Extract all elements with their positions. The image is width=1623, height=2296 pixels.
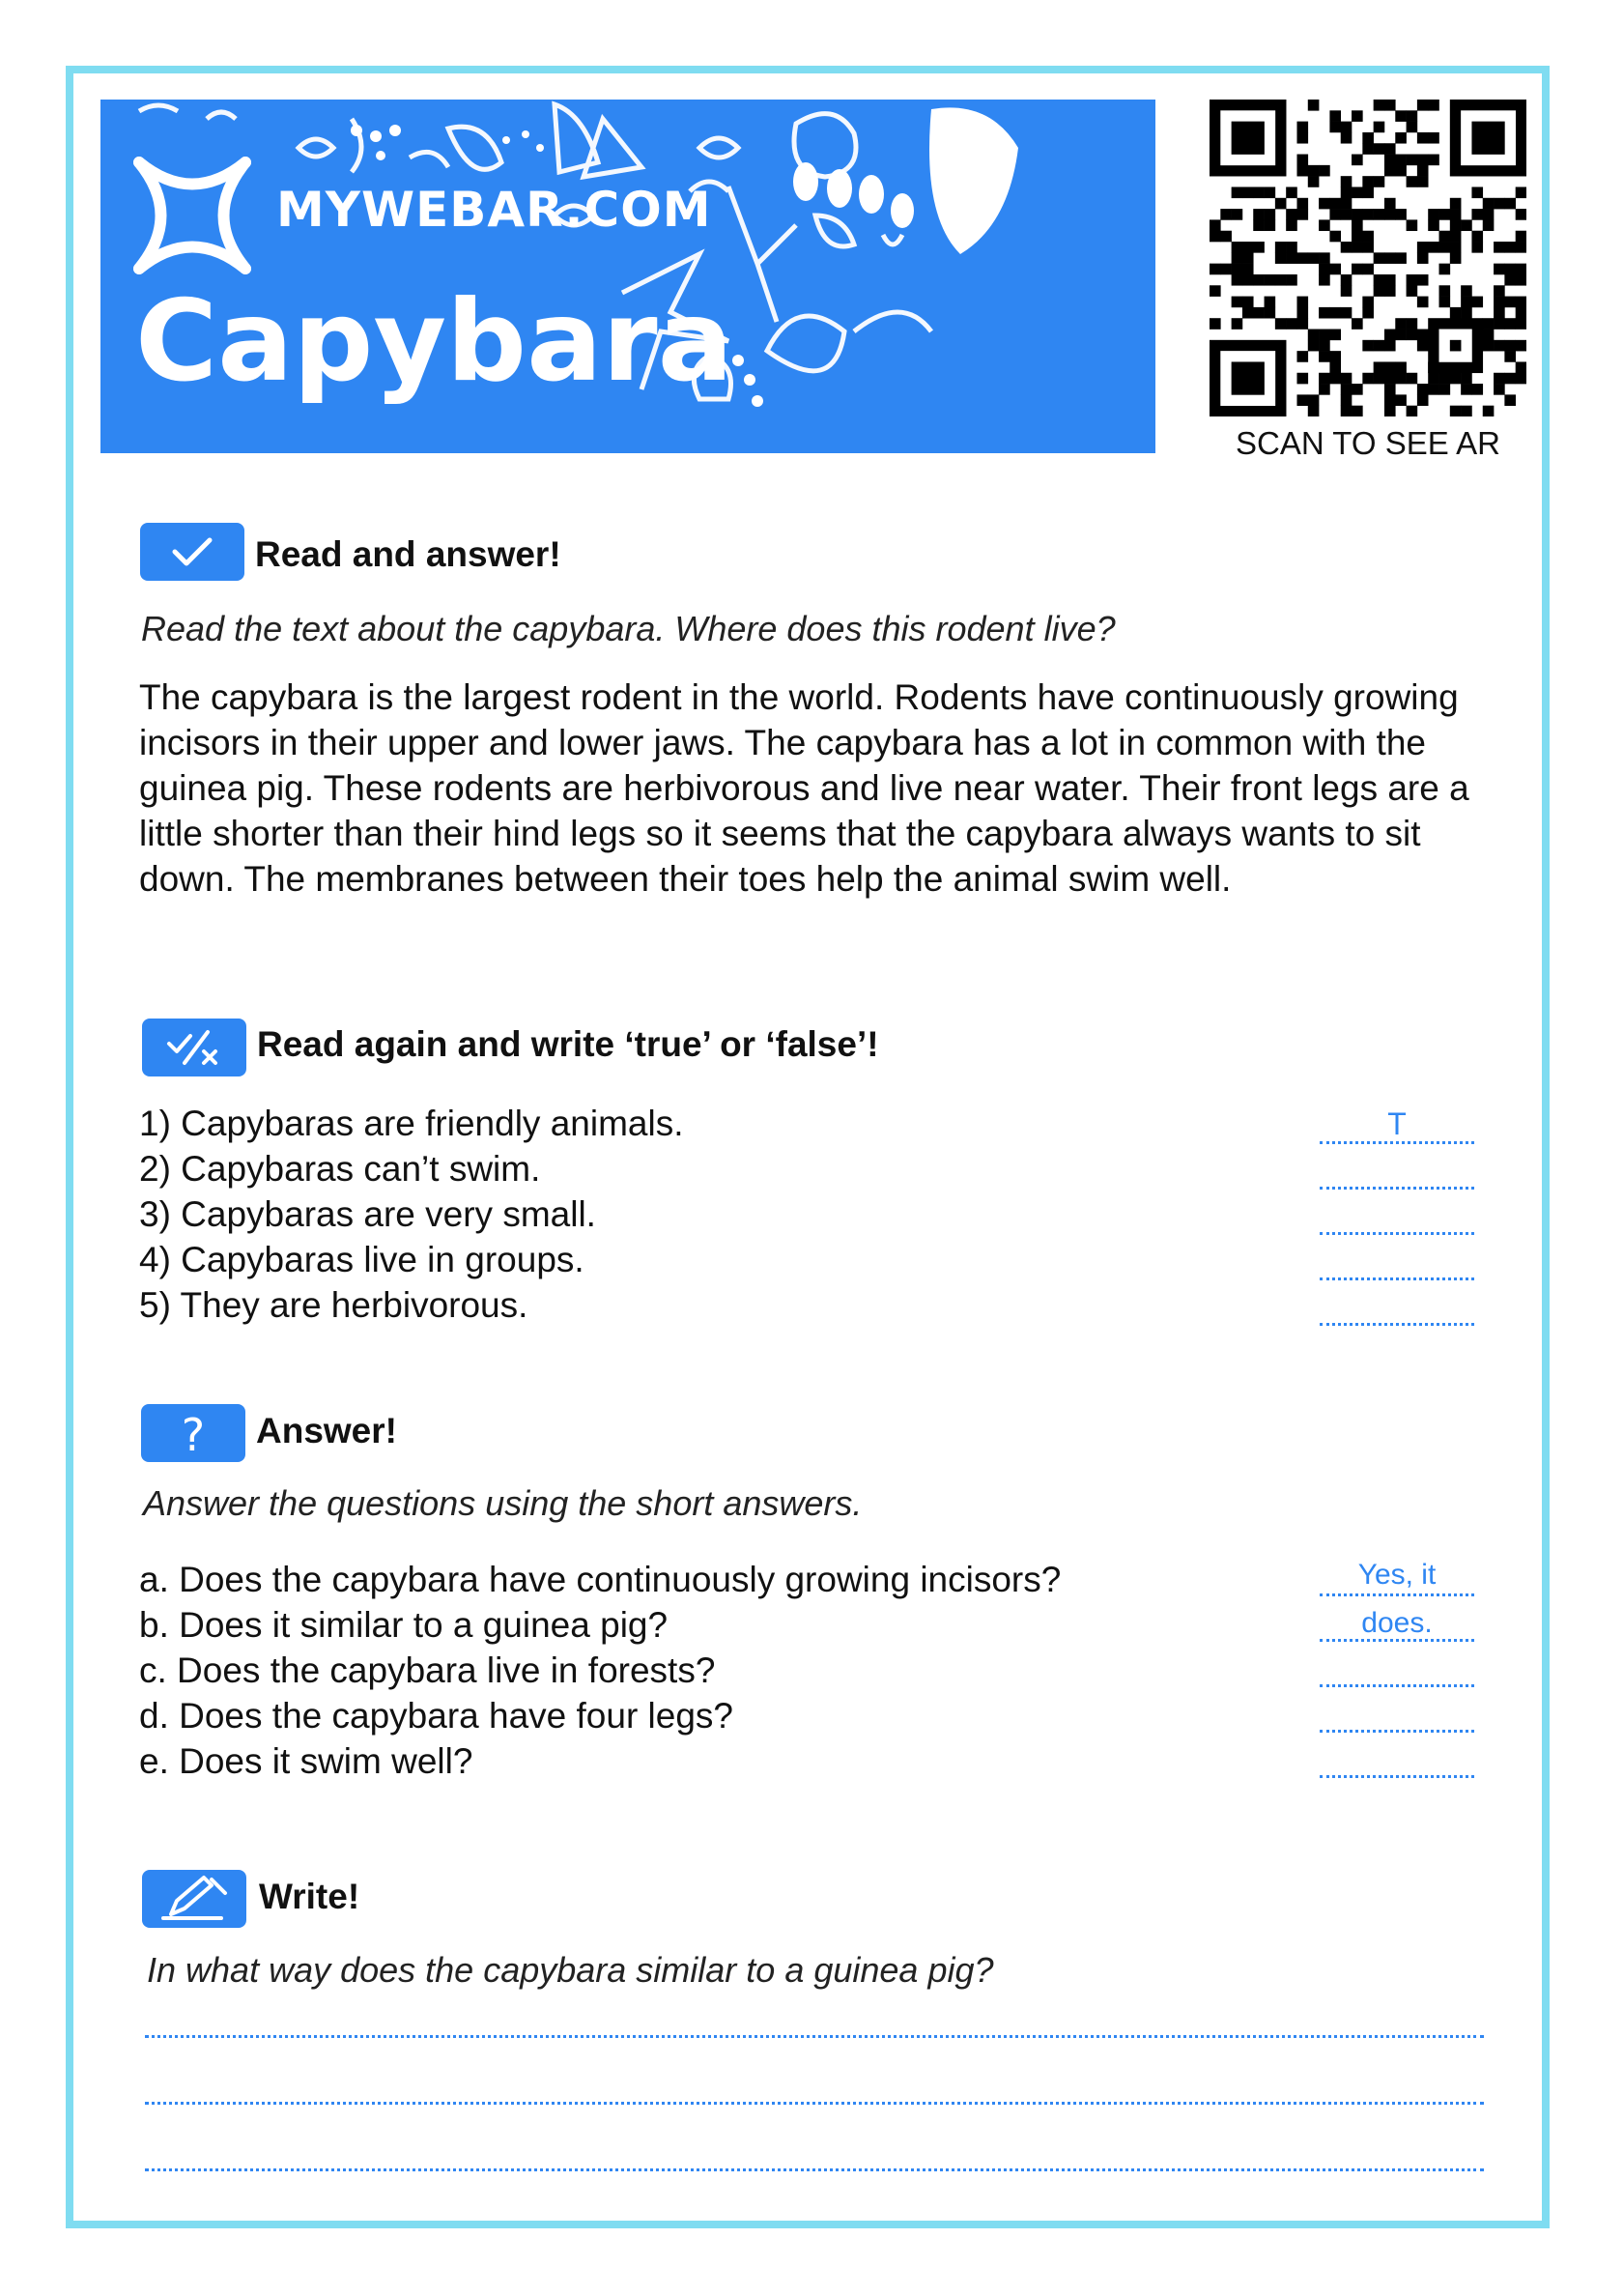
writing-line[interactable]: [145, 2168, 1484, 2171]
list-item: b. Does it similar to a guinea pig?: [139, 1605, 669, 1645]
list-item: 5) They are herbivorous.: [139, 1285, 528, 1325]
answer-blank[interactable]: [1320, 1733, 1474, 1778]
site-name: MYWEBAR.COM: [276, 182, 712, 238]
true-false-list: [139, 1101, 1347, 1328]
writing-line[interactable]: [145, 2102, 1484, 2105]
section-heading-read: Read and answer!: [255, 534, 561, 574]
question-mark-icon: [141, 1404, 245, 1462]
svg-text:?: ?: [181, 1409, 206, 1461]
check-cross-icon: [142, 1019, 246, 1076]
answer-blank[interactable]: [1320, 1280, 1474, 1326]
answer-blank[interactable]: [1320, 1190, 1474, 1235]
page-title: Capybara: [135, 276, 733, 407]
reading-text: The capybara is the largest rodent in the world. Rodents have continuously growing incisors in their upper and lower jaws. The capybara has a lot in common with the guinea pig. These rodents are herbivorous and live near water. Their front legs are a little shorter than their hind legs so it seems that the capybara always wants to sit down. The membranes between their toes help the animal swim well.: [139, 677, 1469, 899]
answer-blank[interactable]: [1320, 1235, 1474, 1280]
pen-writing-icon: [142, 1870, 246, 1928]
list-item: d. Does the capybara have four legs?: [139, 1696, 733, 1736]
answer-blank[interactable]: [1320, 1642, 1474, 1687]
checkmark-icon: [140, 523, 244, 581]
list-item: 1) Capybaras are friendly animals.: [139, 1104, 684, 1143]
answer-blank[interactable]: T: [1320, 1099, 1474, 1144]
write-instruction: In what way does the capybara similar to a guinea pig?: [147, 1950, 994, 1990]
header-banner: [100, 100, 1155, 453]
answer-blank[interactable]: Yes, it does.: [1320, 1551, 1474, 1596]
section-heading-true-false: Read again and write ‘true’ or ‘false’!: [257, 1024, 879, 1064]
question-list: [139, 1557, 1347, 1784]
list-item: 4) Capybaras live in groups.: [139, 1240, 584, 1279]
section-heading-answer: Answer!: [256, 1411, 397, 1450]
list-item: a. Does the capybara have continuously growing incisors?: [139, 1560, 1062, 1599]
answer-blank[interactable]: [1320, 1144, 1474, 1190]
true-false-answers: [1320, 1099, 1474, 1326]
list-item: e. Does it swim well?: [139, 1741, 473, 1781]
list-item: 2) Capybaras can’t swim.: [139, 1149, 541, 1189]
read-instruction: Read the text about the capybara. Where does this rodent live?: [141, 609, 1116, 648]
question-answers: [1320, 1551, 1474, 1778]
qr-caption: SCAN TO SEE AR: [1236, 425, 1500, 461]
qr-code[interactable]: [1210, 100, 1526, 416]
list-item: 3) Capybaras are very small.: [139, 1194, 596, 1234]
answer-instruction: Answer the questions using the short answers.: [143, 1483, 863, 1523]
answer-blank[interactable]: [1320, 1687, 1474, 1733]
list-item: c. Does the capybara live in forests?: [139, 1650, 716, 1690]
writing-line[interactable]: [145, 2035, 1484, 2038]
mywebar-logo-icon: [129, 153, 255, 278]
section-heading-write: Write!: [259, 1877, 360, 1916]
